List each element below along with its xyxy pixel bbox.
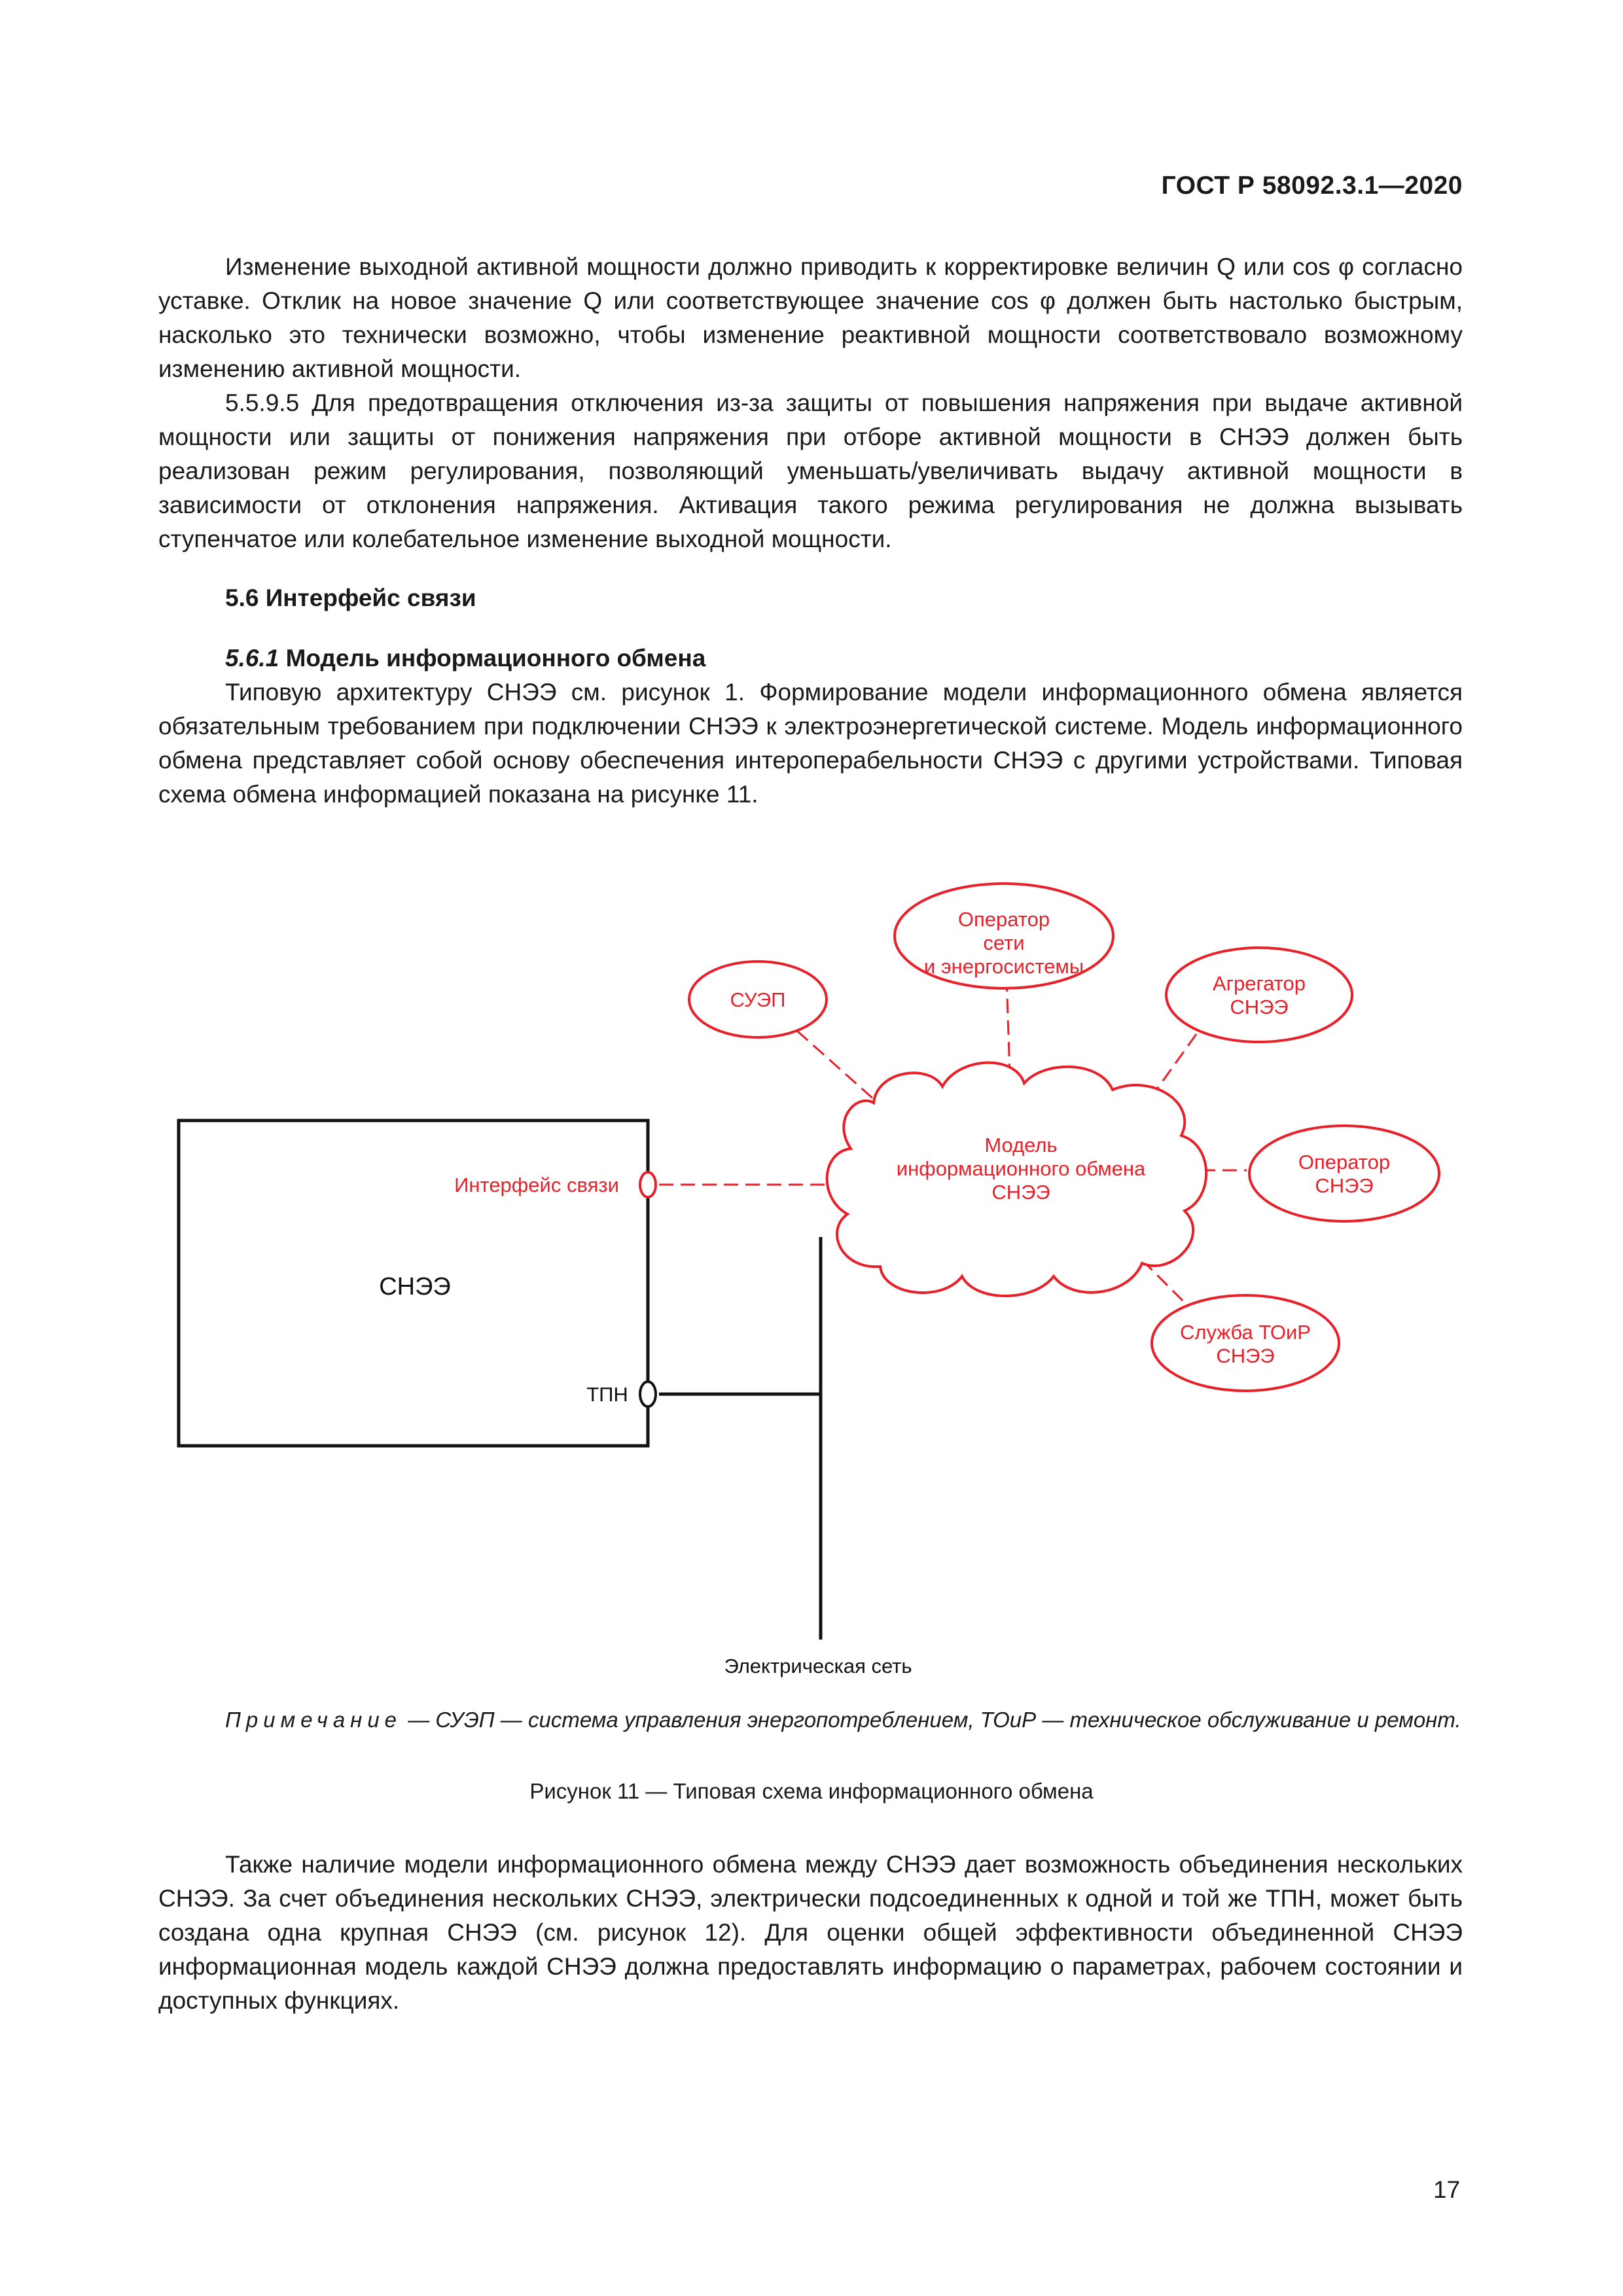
tpn-label: ТПН	[586, 1383, 628, 1406]
opsnee-label-2: СНЭЭ	[1315, 1174, 1374, 1197]
figure-caption: Рисунок 11 — Типовая схема информационного обмена	[529, 1779, 1094, 1803]
comm-interface-port-icon	[640, 1172, 656, 1197]
tpn-port-icon	[640, 1382, 656, 1407]
paragraph-5-5-9-5: 5.5.9.5 Для предотвращения отключения из-за защиты от повышения напряжения при выдаче активной мощности или защиты от понижения напряжения при отборе активной мощности в СНЭЭ должен быть реализован режим регулирования, позволяющий уменьшать/увеличивать выдачу активной мощности в зависимости от отклонения напряжения. Активация такого режима регулирования не должна вызывать ступенчатое или колебательное изменение выходной мощности.	[158, 389, 1463, 552]
comm-interface-label: Интерфейс связи	[454, 1174, 619, 1196]
paragraph-block-5-6-1	[158, 675, 1463, 812]
model-label-3: СНЭЭ	[991, 1181, 1050, 1204]
heading-5-6-1	[225, 645, 705, 672]
heading-5-6: 5.6 Интерфейс связи	[225, 584, 476, 611]
service-label-1: Служба ТОиР	[1180, 1321, 1311, 1344]
link-suep-model	[797, 1031, 876, 1101]
link-aggregator-model	[1155, 1034, 1196, 1092]
information-exchange-diagram	[0, 844, 1623, 1695]
heading-5-6-1-title: Модель информационного обмена	[279, 645, 706, 672]
snee-box-label: СНЭЭ	[379, 1273, 451, 1300]
note-text: — СУЭП — система управления энергопотреблением, ТОиР — техническое обслуживание и ремонт.	[402, 1708, 1461, 1732]
opsnee-label-1: Оператор	[1298, 1151, 1391, 1174]
aggregator-label-2: СНЭЭ	[1230, 996, 1289, 1018]
operator-label-1: Оператор	[957, 908, 1050, 931]
document-header-id: ГОСТ Р 58092.3.1—2020	[1161, 171, 1463, 200]
aggregator-label-1: Агрегатор	[1213, 972, 1306, 995]
operator-label-3: и энергосистемы	[923, 955, 1084, 978]
paragraph-block-bottom	[158, 1848, 1463, 2018]
link-operator-model	[1007, 977, 1010, 1075]
paragraph-1: Изменение выходной активной мощности должно приводить к корректировке величин Q или cos φ согласно уставке. Отклик на новое значение Q или соответствующее значение cos φ должен быть настолько быстрым, насколько это технически возможно, чтобы изменение реактивной мощности соответствовало возможному изменению активной мощности.	[158, 253, 1463, 382]
paragraph-block-top	[158, 250, 1463, 556]
figure-note	[158, 1705, 1463, 1735]
model-label-1: Модель	[984, 1134, 1058, 1157]
paragraph-5-6-1: Типовую архитектуру СНЭЭ см. рисунок 1. Формирование модели информационного обмена является обязательным требованием при подключении СНЭЭ к электроэнергетической системе. Модель информационного обмена представляет собой основу обеспечения интероперабельности СНЭЭ с другими устройствами. Типовая схема обмена информацией показана на рисунке 11.	[158, 679, 1463, 808]
suep-label: СУЭП	[730, 988, 786, 1011]
operator-label-2: сети	[983, 931, 1025, 954]
aggregator-node	[1166, 948, 1352, 1042]
opsnee-node	[1249, 1126, 1439, 1221]
model-label-2: информационного обмена	[896, 1157, 1146, 1180]
heading-5-6-1-number: 5.6.1	[225, 645, 279, 672]
paragraph-4: Также наличие модели информационного обмена между СНЭЭ дает возможность объединения нескольких СНЭЭ. За счет объединения нескольких СНЭЭ, электрически подсоединенных к одной и той же ТПН, может быть создана одна крупная СНЭЭ (см. рисунок 12). Для оценки общей эффективности объединенной СНЭЭ информационная модель каждой СНЭЭ должна предоставлять информацию о параметрах, рабочем состоянии и доступных функциях.	[158, 1851, 1463, 2014]
page-number: 17	[1433, 2176, 1461, 2203]
service-label-2: СНЭЭ	[1216, 1344, 1275, 1367]
note-label: Примечание	[225, 1708, 402, 1732]
grid-label: Электрическая сеть	[724, 1655, 912, 1677]
